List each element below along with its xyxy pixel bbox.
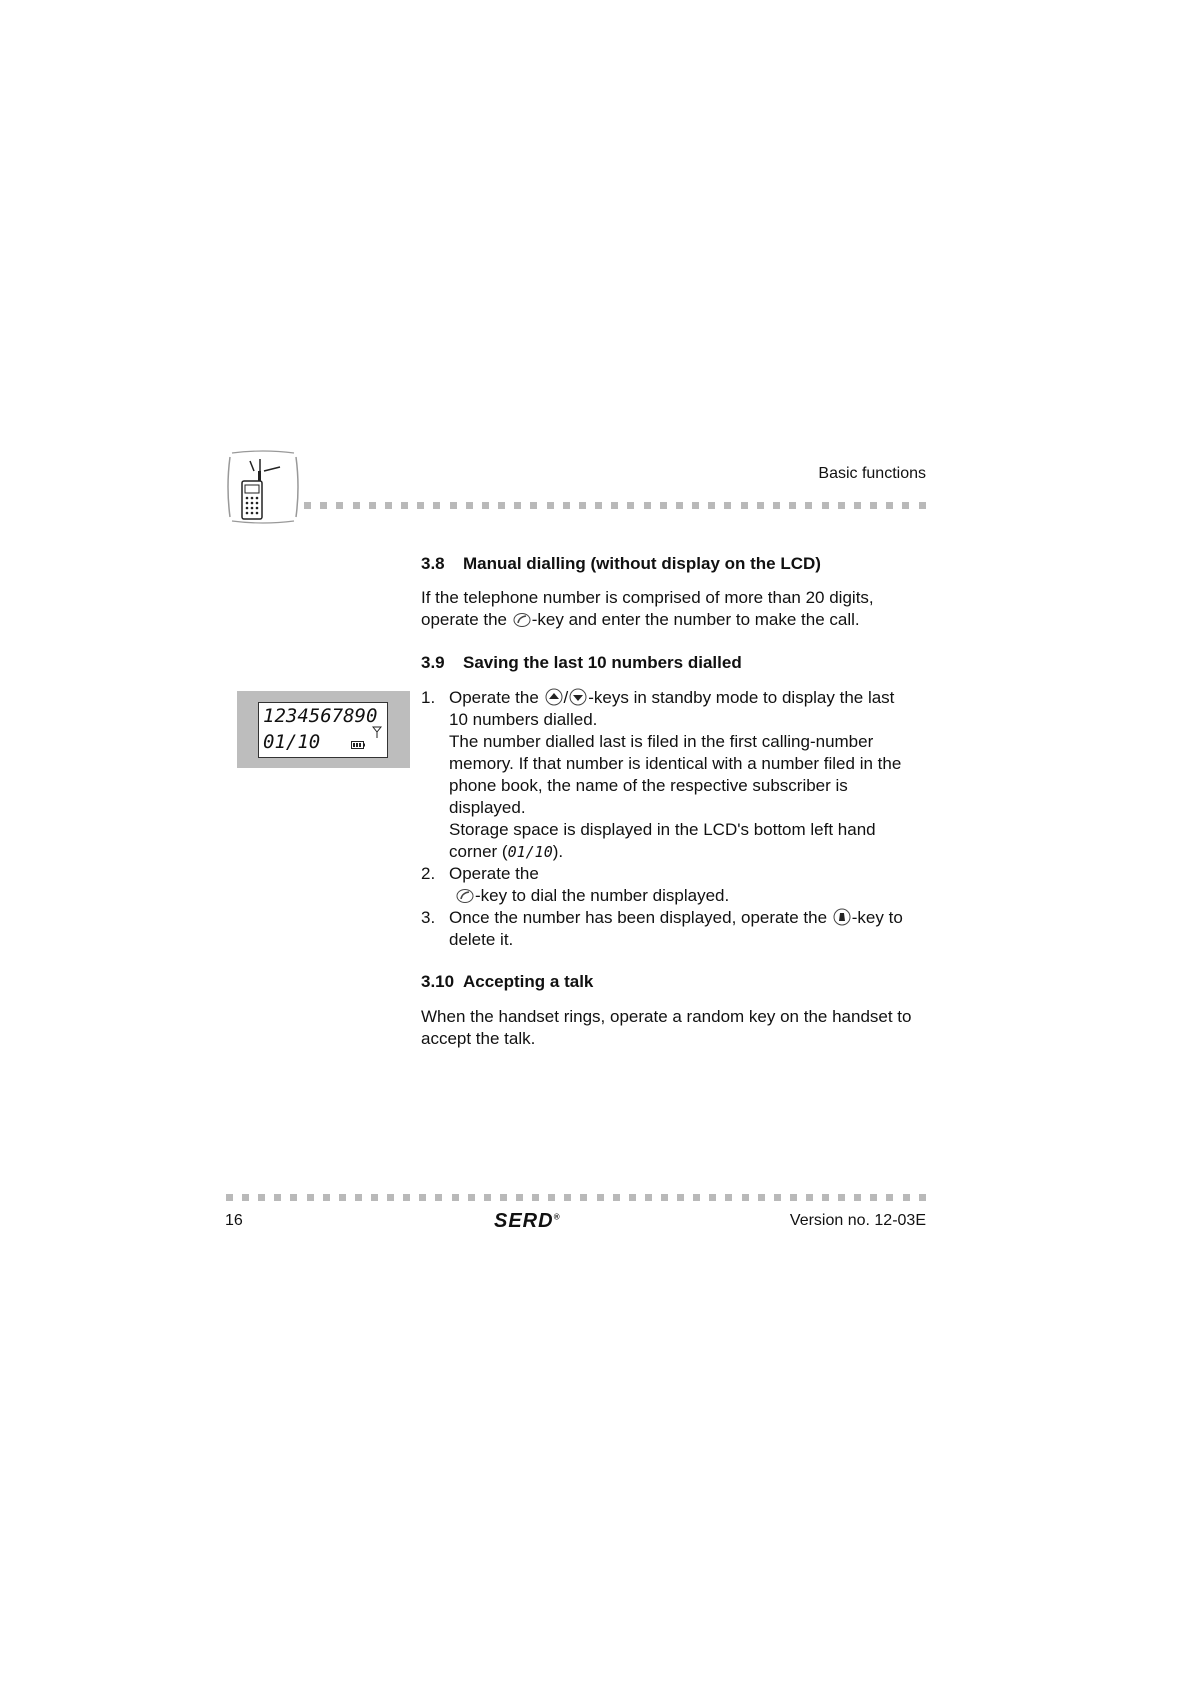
lcd-line-2: 01/10 bbox=[263, 731, 321, 753]
list-line: phone book, the name of the respective subscriber is bbox=[449, 776, 848, 795]
list-line: delete it. bbox=[449, 930, 514, 949]
body-line: When the handset rings, operate a random key on the handset to bbox=[421, 1007, 912, 1026]
lcd-illustration bbox=[237, 691, 410, 768]
section-3-10-heading bbox=[421, 972, 593, 992]
section-number: 3.9 bbox=[421, 653, 445, 672]
body-line: accept the talk. bbox=[421, 1029, 536, 1048]
handset-icon bbox=[224, 447, 302, 527]
section-3-9-heading bbox=[421, 653, 742, 673]
lcd-line-1: 1234567890 bbox=[263, 705, 378, 727]
up-key-icon bbox=[544, 688, 564, 706]
footer-divider bbox=[226, 1194, 926, 1201]
list-line: Operate the / -keys in standby mode to display the last bbox=[449, 688, 895, 707]
brand-logo bbox=[494, 1210, 560, 1233]
antenna-icon bbox=[372, 726, 382, 738]
header-divider bbox=[304, 502, 926, 509]
list-item-1 bbox=[421, 687, 941, 863]
list-text bbox=[449, 863, 729, 907]
list-line: Storage space is displayed in the LCD's bottom left hand bbox=[449, 820, 876, 839]
dial-key-icon bbox=[512, 612, 532, 628]
list-number: 2. bbox=[421, 864, 436, 883]
body-line: If the telephone number is comprised of more than 20 digits, bbox=[421, 588, 874, 607]
list-line: corner (01/10). bbox=[449, 842, 564, 861]
header-title: Basic functions bbox=[818, 465, 926, 482]
list-text bbox=[449, 687, 901, 863]
section-number: 3.10 bbox=[421, 972, 455, 991]
list-number: 3. bbox=[421, 908, 436, 927]
down-key-icon bbox=[568, 688, 588, 706]
list-number: 1. bbox=[421, 688, 436, 707]
list-item-3 bbox=[421, 907, 941, 951]
section-3-10-body bbox=[421, 1006, 941, 1050]
lcd-inline-code: 01/10 bbox=[507, 843, 553, 861]
battery-icon bbox=[351, 741, 365, 749]
list-line: memory. If that number is identical with a number filed in the bbox=[449, 754, 902, 773]
end-key-icon bbox=[832, 908, 852, 926]
section-3-8-body bbox=[421, 587, 941, 631]
dial-key-icon bbox=[455, 888, 475, 904]
page-number: 16 bbox=[225, 1212, 243, 1229]
list-line: Once the number has been displayed, operate the -key to bbox=[449, 908, 903, 927]
section-3-8-heading bbox=[421, 554, 821, 574]
list-line: The number dialled last is filed in the first calling-number bbox=[449, 732, 874, 751]
section-title: Accepting a talk bbox=[463, 972, 594, 991]
section-title: Saving the last 10 numbers dialled bbox=[463, 653, 742, 672]
body-line: operate the -key and enter the number to make the call. bbox=[421, 610, 860, 629]
brand-mark: ® bbox=[553, 1212, 561, 1222]
list-line: -key to dial the number displayed. bbox=[449, 885, 729, 907]
list-text bbox=[449, 907, 903, 951]
list-line: displayed. bbox=[449, 798, 526, 817]
section-title: Manual dialling (without display on the LCD) bbox=[463, 554, 821, 573]
lcd-screen bbox=[258, 702, 388, 758]
version-label: Version no. 12-03E bbox=[789, 1212, 926, 1229]
section-number: 3.8 bbox=[421, 554, 445, 573]
list-item-2 bbox=[421, 863, 941, 907]
brand-wordmark: SERD bbox=[494, 1210, 554, 1232]
list-line: 10 numbers dialled. bbox=[449, 710, 598, 729]
list-line: Operate the bbox=[449, 864, 539, 883]
